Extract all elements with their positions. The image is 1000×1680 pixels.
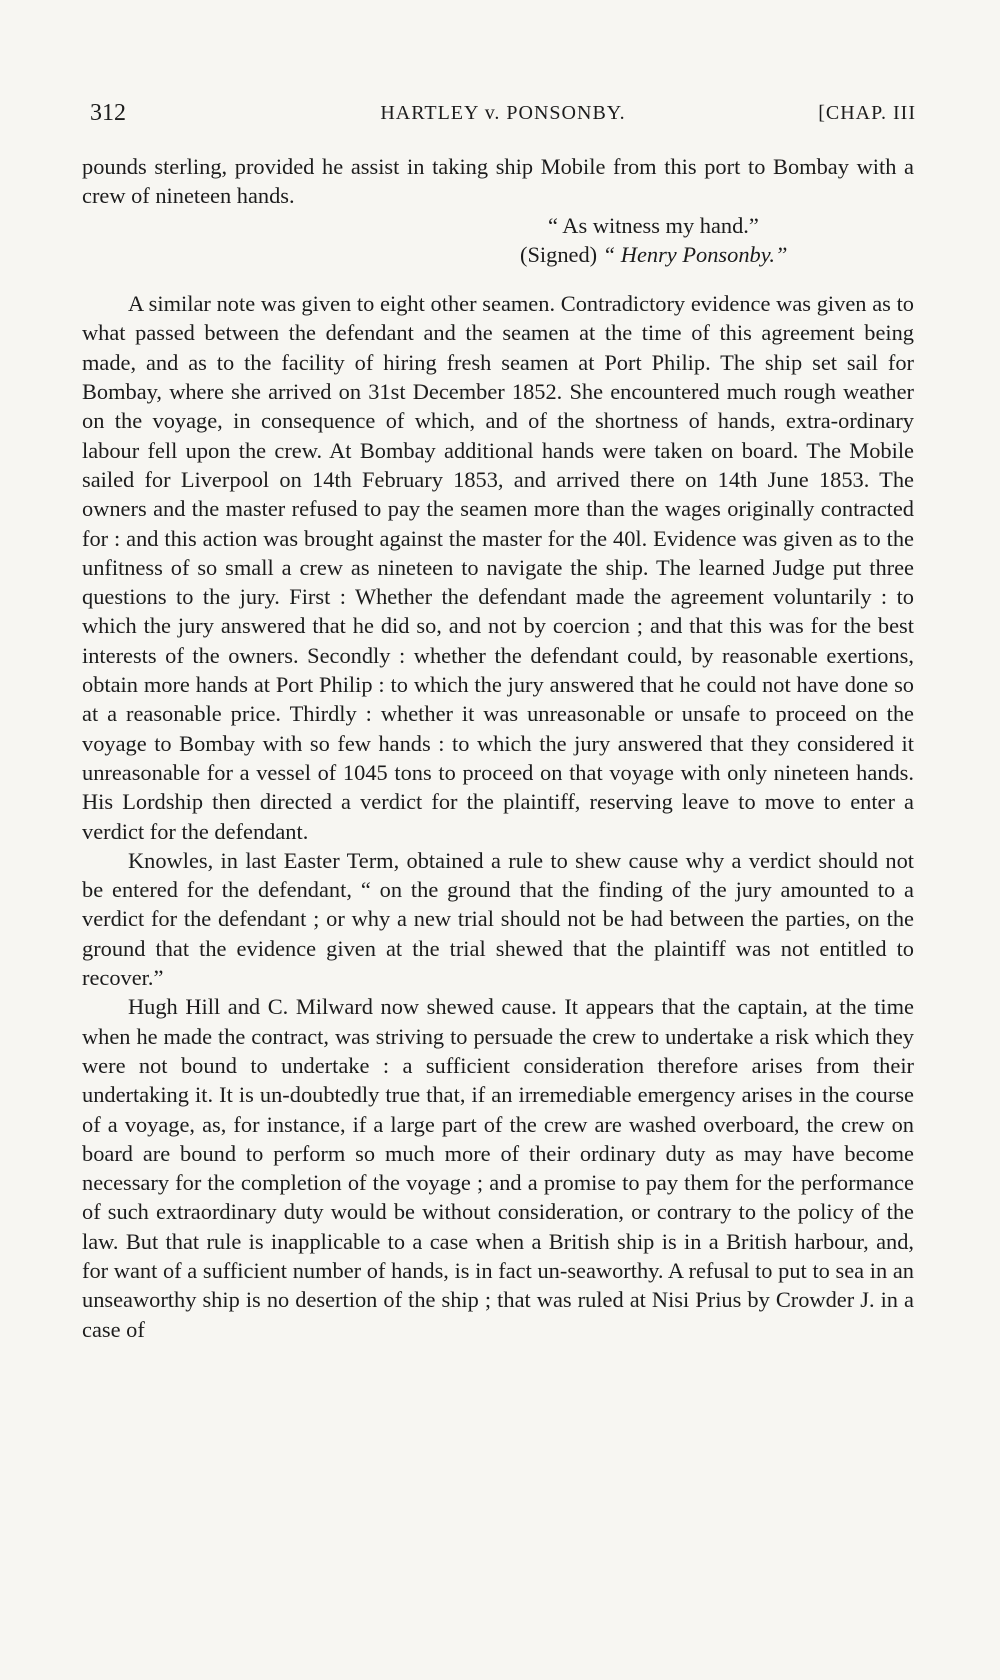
witness-line: “ As witness my hand.”	[548, 212, 759, 238]
paragraph-3: Hugh Hill and C. Milward now shewed cause. It appears that the captain, at the time when he made the contract, was striving to persuade the crew to undertake a risk which they were not bound to undertake : a sufficient consideration therefore arises from their undertaking it. It is un-doubtedly true that, if an irremediable emergency arises in the course of a voyage, as, for instance, if a large part of the crew are washed overboard, the crew on board are bound to perform so much more of their ordinary duty as may have become necessary for the completion of the voyage ; and a promise to pay them for the performance of such extraordinary duty would be without consideration, or contrary to the policy of the law. But that rule is inapplicable to a case when a British ship is in a British harbour, and, for want of a sufficient number of hands, is in fact un-seaworthy. A refusal to put to sea in an unseaworthy ship is no desertion of the ship ; that was ruled at Nisi Prius by Crowder J. in a case of	[82, 994, 914, 1342]
running-title: HARTLEY v. PONSONBY.	[380, 102, 626, 124]
paragraph-1: A similar note was given to eight other seamen. Contradictory evidence was given as to what passed between the defendant and the seamen at the time of this agreement being made, and as to the facility of hiring fresh seamen at Port Philip. The ship set sail for Bombay, where she arrived on 31st December 1852. She encountered much rough weather on the voyage, in consequence of which, and of the shortness of hands, extra-ordinary labour fell upon the crew. At Bombay additional hands were taken on board. The Mobile sailed for Liverpool on 14th February 1853, and arrived there on 14th June 1853. The owners and the master refused to pay the seamen more than the wages originally contracted for : and this action was brought against the master for the 40l. Evidence was given as to the unfitness of so small a crew as nineteen to navigate the ship. The learned Judge put three questions to the jury. First : Whether the defendant made the agreement voluntarily : to which the jury answered that he did so, and not by coercion ; and that this was for the best interests of the owners. Secondly : whether the defendant could, by reasonable exertions, obtain more hands at Port Philip : to which the jury answered that he could not have done so at a reasonable price. Thirdly : whether it was unreasonable or unsafe to proceed on the voyage to Bombay with so few hands : to which the jury answered that they considered it unreasonable for a vessel of 1045 tons to proceed on that voyage with only nineteen hands. His Lordship then directed a verdict for the plaintiff, reserving leave to move to enter a verdict for the defendant.	[82, 291, 914, 844]
paragraph-2: Knowles, in last Easter Term, obtained a rule to shew cause why a verdict should not be entered for the defendant, “ on the ground that the finding of the jury amounted to a verdict for the defendant ; or why a new trial should not be had between the parties, on the ground that the evidence given at the trial shewed that the plaintiff was not entitled to recover.”	[82, 847, 914, 991]
page-body	[82, 152, 914, 1344]
page-number: 312	[90, 100, 126, 126]
signed-name: “ Henry Ponsonby.”	[602, 241, 788, 267]
signature-line	[82, 240, 914, 269]
chapter-label: [CHAP. III	[818, 102, 916, 124]
continuation-text: pounds sterling, provided he assist in taking ship Mobile from this port to Bombay with a crew of nineteen hands.	[82, 154, 914, 209]
signed-prefix: (Signed)	[520, 241, 598, 267]
page-header	[90, 100, 916, 140]
